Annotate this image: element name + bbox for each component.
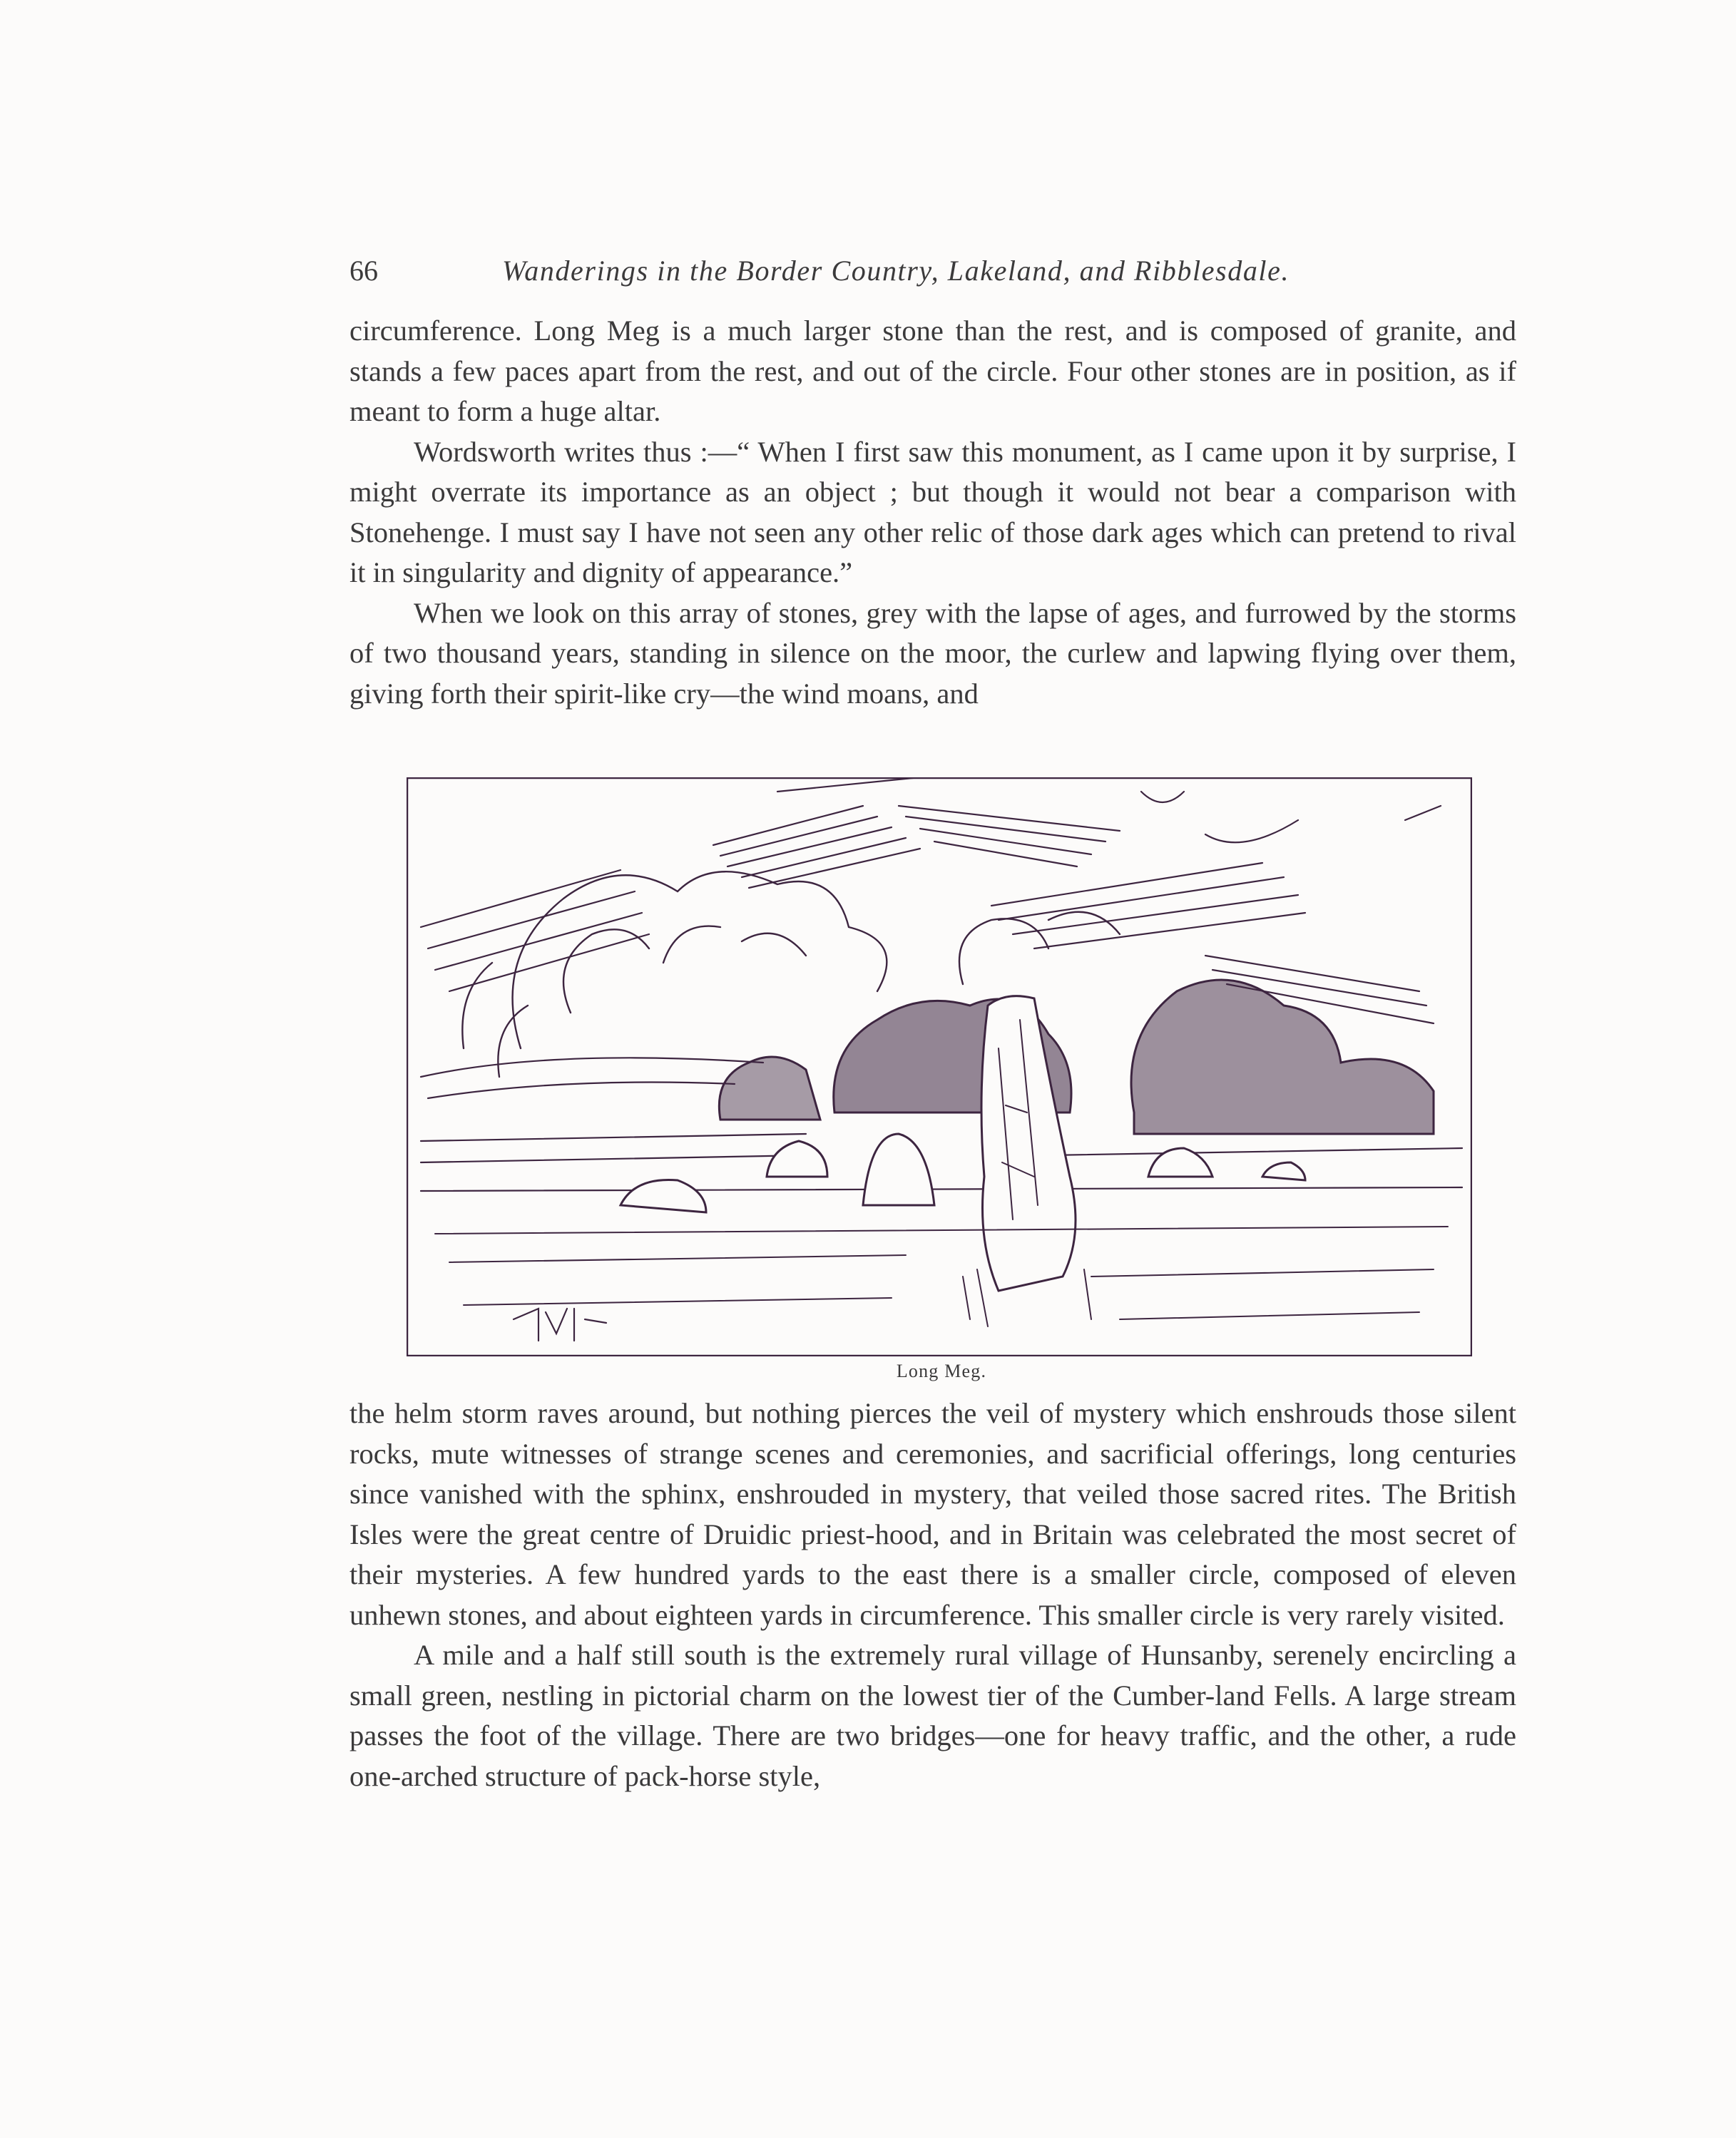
page-number: 66 bbox=[349, 255, 378, 287]
illustration-caption: Long Meg. bbox=[896, 1361, 987, 1381]
body-text-top bbox=[349, 311, 1516, 714]
paragraph-wordsworth-quote: Wordsworth writes thus :—“ When I first saw this monument, as I came upon it by surprise, I might overrate its importance as an object ; but though it would not bear a comparison with Stonehenge. I must say I have not seen any other relic of those dark ages which can pretend to rival it in singularity and dignity of appearance.” bbox=[349, 435, 1516, 588]
running-title: Wanderings in the Border Country, Lakeland, and Ribblesdale. bbox=[502, 255, 1290, 287]
page-header bbox=[349, 250, 1373, 292]
paragraph-helm-storm: the helm storm raves around, but nothing pierces the veil of mystery which enshrouds those silent rocks, mute witnesses of strange scenes and ceremonies, and sacrificial offerings, long centuries since vanished with the sphinx, enshrouded in mystery, that veiled those sacred rites. The British Isles were the great centre of Druidic priest-hood, and in Britain was celebrated the most secret of their mysteries. A few hundred yards to the east there is a smaller circle, composed of eleven unhewn stones, and about eighteen yards in circumference. This smaller circle is very rarely visited. bbox=[349, 1397, 1516, 1631]
artist-signature bbox=[514, 1309, 606, 1341]
foreground-strokes bbox=[435, 1227, 1448, 1326]
paragraph-circumference: circumference. Long Meg is a much larger stone than the rest, and is composed of granite, and stands a few paces apart from the rest, and out of the circle. Four other stones are in position, as if meant to form a huge altar. bbox=[349, 314, 1516, 427]
body-text-bottom bbox=[349, 1393, 1516, 1796]
horizon-lines bbox=[421, 1134, 1462, 1191]
long-meg-illustration bbox=[407, 777, 1472, 1356]
paragraph-array-of-stones: When we look on this array of stones, grey with the lapse of ages, and furrowed by the storms of two thousand years, standing in silence on the moor, the curlew and lapwing flying over them, giving forth their spirit-like cry—the wind moans, and bbox=[349, 596, 1516, 710]
paragraph-hunsanby: A mile and a half still south is the extremely rural village of Hunsanby, serenely encircling a small green, nestling in pictorial charm on the lowest tier of the Cumber-land Fells. A large stream passes the foot of the village. There are two bridges—one for heavy traffic, and the other, a rude one-arched structure of pack-horse style, bbox=[349, 1639, 1516, 1792]
